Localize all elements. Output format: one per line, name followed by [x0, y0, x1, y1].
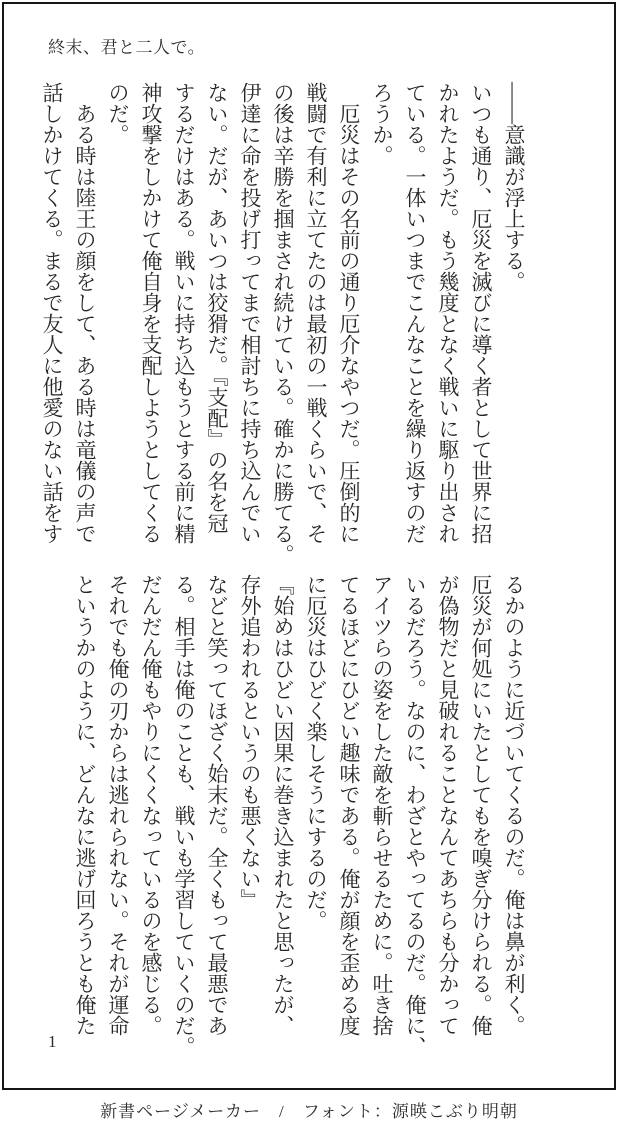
- text-line: 戦闘で有利に立てたのは最初の一戦くらいで、そ: [304, 82, 328, 544]
- text-line: というかのように、どんなに逃げ回ろうとも俺た: [73, 574, 97, 1036]
- text-line: ている。一体いつまでこんなことを繰り返すのだ: [403, 82, 427, 544]
- page-title: 終末、君と二人で。: [48, 38, 206, 57]
- text-line: ――意識が浮上する。: [502, 82, 526, 292]
- text-line: 伊達に命を投げ打ってまで相討ちに持ち込んでい: [238, 82, 262, 544]
- text-block-bottom: [68, 574, 530, 1057]
- text-line: のだ。: [106, 82, 130, 145]
- text-line: 厄災が何処にいたとしてもを嗅ぎ分けられる。俺: [469, 574, 493, 1036]
- page-number: 1: [48, 1032, 57, 1051]
- text-line: いつも通り、厄災を滅びに導く者として世界に招: [469, 82, 493, 544]
- text-line: に厄災はひどく楽しそうにするのだ。: [304, 574, 328, 931]
- text-line: てるほどにひどい趣味である。俺が顔を歪める度: [337, 574, 361, 1036]
- text-line: 厄災はその名前の通り厄介なやつだ。圧倒的に: [337, 82, 361, 544]
- text-line: だんだん俺もやりにくくなっているのを感じる。: [139, 574, 163, 1036]
- text-line: の後は辛勝を掴まされ続けている。確かに勝てる。: [271, 82, 295, 565]
- text-line: ある時は陸王の顔をして、ある時は竜儀の声で: [73, 82, 97, 544]
- text-line: る。相手は俺のことも、戦いも学習していくのだ。: [172, 574, 196, 1057]
- text-line: かれたようだ。もう幾度となく戦いに駆り出され: [436, 82, 460, 544]
- text-line: それでも俺の刃からは逃れられない。それが運命: [106, 574, 130, 1036]
- text-line: 存外追われるというのも悪くない』: [238, 574, 262, 910]
- text-line: するだけはある。戦いに持ち込もうとする前に精: [172, 82, 196, 544]
- text-line: るかのように近づいてくるのだ。俺は鼻が利く。: [502, 574, 526, 1036]
- text-line: ない。だが、あいつは狡猾だ。『支配』の名を冠: [205, 82, 229, 534]
- text-line: などと笑ってほざく始末だ。全くもって最悪であ: [205, 574, 229, 1036]
- text-block-top: [35, 82, 530, 565]
- text-line: アイツらの姿をした敵を斬らせるために。吐き捨: [370, 574, 394, 1036]
- footer-credit: 新書ページメーカー / フォント：源暎こぶり明朝: [100, 1102, 518, 1121]
- text-line: 話しかけてくる。まるで友人に他愛のない話をす: [40, 82, 64, 544]
- text-line: いるだろう。なのに、わざとやってるのだ。俺に、: [403, 574, 427, 1057]
- text-line: が偽物だと見破れることなんてあちらも分かって: [436, 574, 460, 1036]
- text-line: 『始めはひどい因果に巻き込まれたと思ったが、: [271, 574, 295, 1036]
- text-line: ろうか。: [370, 82, 394, 166]
- text-line: 神攻撃をしかけて俺自身を支配しようとしてくる: [139, 82, 163, 544]
